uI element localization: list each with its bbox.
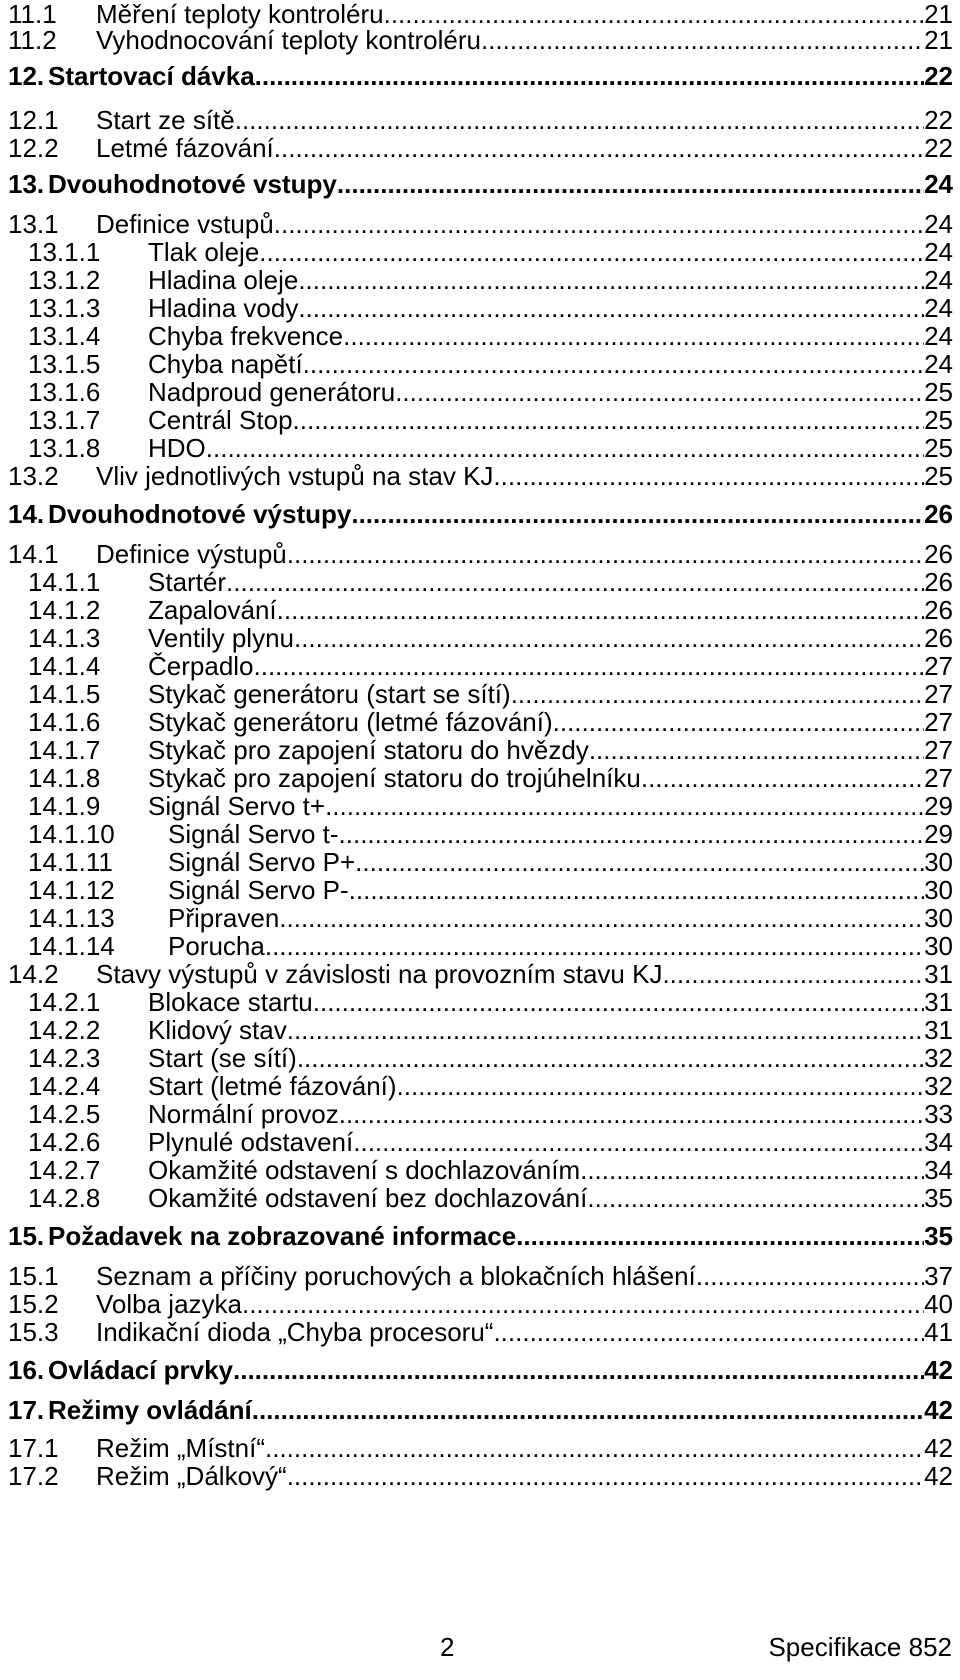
- toc-entry[interactable]: [0, 0, 953, 28]
- toc-entry[interactable]: [0, 1462, 953, 1490]
- toc-entry-number: 15.1: [8, 1261, 59, 1291]
- toc-entry-page: 35: [924, 1183, 953, 1213]
- toc-entry-page: 32: [924, 1043, 953, 1073]
- toc-entry-page: 27: [924, 679, 953, 709]
- toc-leader-dots: [493, 462, 924, 490]
- toc-entry-page: 22: [924, 61, 953, 91]
- toc-leader-dots: [252, 1396, 924, 1424]
- toc-entry-page: 26: [924, 567, 953, 597]
- toc-entry-title: Start (letmé fázování): [148, 1071, 397, 1101]
- toc-entry[interactable]: [0, 792, 953, 820]
- toc-leader-dots: [206, 434, 924, 462]
- toc-entry-title: Stykač pro zapojení statoru do hvězdy: [148, 735, 589, 765]
- toc-leader-dots: [343, 322, 924, 350]
- toc-entry-number: 14.2: [8, 959, 59, 989]
- toc-entry-number: 14.1.11: [28, 847, 113, 877]
- toc-entry-page: 26: [924, 595, 953, 625]
- toc-entry[interactable]: [0, 1290, 953, 1318]
- toc-leader-dots: [662, 960, 924, 988]
- toc-entry-title: Zapalování: [148, 595, 277, 625]
- toc-entry-page: 21: [924, 0, 953, 29]
- toc-entry[interactable]: [0, 1222, 953, 1250]
- toc-entry-title: Startér: [148, 567, 227, 597]
- toc-entry-number: 14.1.9: [28, 791, 101, 821]
- toc-entry-title: Klidový stav: [148, 1015, 287, 1045]
- toc-entry[interactable]: [0, 134, 953, 162]
- toc-entry-title: Okamžité odstavení s dochlazováním: [148, 1155, 581, 1185]
- toc-entry-title: Start (se sítí): [148, 1043, 297, 1073]
- toc-leader-dots: [265, 1434, 924, 1462]
- toc-entry-title: Signál Servo P-: [168, 875, 349, 905]
- toc-entry[interactable]: [0, 1434, 953, 1462]
- toc-entry-number: 14.2.1: [28, 987, 101, 1017]
- toc-entry-title: Dvouhodnotové vstupy: [48, 169, 337, 199]
- toc-leader-dots: [279, 904, 924, 932]
- toc-entry-number: 14.1.10: [28, 819, 115, 849]
- toc-leader-dots: [481, 26, 924, 54]
- toc-entry[interactable]: [0, 1318, 953, 1346]
- toc-entry-page: 34: [924, 1127, 953, 1157]
- toc-leader-dots: [297, 1044, 924, 1072]
- page-number: 2: [440, 1632, 455, 1662]
- toc-entry-title: Letmé fázování: [96, 133, 274, 163]
- toc-entry-title: Nadproud generátoru: [148, 377, 396, 407]
- toc-entry-title: Definice výstupů: [96, 539, 287, 569]
- toc-entry-number: 13.1.1: [28, 237, 101, 267]
- toc-entry[interactable]: [0, 378, 953, 406]
- toc-entry-page: 41: [924, 1317, 953, 1347]
- toc-entry-page: 24: [924, 169, 953, 199]
- toc-entry[interactable]: [0, 500, 953, 528]
- toc-entry-number: 13.1: [8, 209, 59, 239]
- toc-entry-page: 30: [924, 847, 953, 877]
- toc-leader-dots: [265, 932, 924, 960]
- toc-entry[interactable]: [0, 736, 953, 764]
- toc-entry-page: 42: [924, 1433, 953, 1463]
- toc-entry[interactable]: [0, 1128, 953, 1156]
- toc-leader-dots: [325, 792, 924, 820]
- toc-entry-title: Stykač pro zapojení statoru do trojúhelníku: [148, 763, 641, 793]
- toc-entry-number: 11.1: [8, 0, 57, 29]
- toc-entry-number: 17.: [8, 1395, 45, 1425]
- toc-entry[interactable]: [0, 210, 953, 238]
- toc-entry-title: Signál Servo P+: [168, 847, 356, 877]
- toc-entry-number: 14.: [8, 499, 45, 529]
- toc-entry[interactable]: [0, 708, 953, 736]
- toc-leader-dots: [277, 596, 924, 624]
- toc-leader-dots: [294, 624, 924, 652]
- toc-entry-number: 14.1.6: [28, 707, 101, 737]
- toc-entry-number: 13.2: [8, 461, 59, 491]
- toc-entry[interactable]: [0, 652, 953, 680]
- toc-entry-page: 22: [924, 133, 953, 163]
- toc-entry-title: Chyba napětí: [148, 349, 303, 379]
- toc-entry-number: 14.2.7: [28, 1155, 101, 1185]
- toc-entry-title: Porucha: [168, 931, 265, 961]
- toc-leader-dots: [274, 134, 924, 162]
- toc-entry-number: 12.1: [8, 105, 59, 135]
- toc-entry-page: 24: [924, 265, 953, 295]
- toc-leader-dots: [516, 1222, 924, 1250]
- toc-entry-page: 30: [924, 931, 953, 961]
- toc-entry-page: 27: [924, 651, 953, 681]
- toc-entry-number: 13.1.8: [28, 433, 101, 463]
- toc-entry-number: 14.2.3: [28, 1043, 101, 1073]
- toc-leader-dots: [553, 708, 924, 736]
- toc-entry-title: Dvouhodnotové výstupy: [48, 499, 352, 529]
- toc-entry-number: 13.1.5: [28, 349, 101, 379]
- toc-leader-dots: [641, 764, 924, 792]
- toc-entry-title: Hladina vody: [148, 293, 299, 323]
- toc-entry-page: 21: [924, 25, 953, 55]
- toc-entry-number: 13.: [8, 169, 45, 199]
- toc-entry-title: Stykač generátoru (start se sítí): [148, 679, 511, 709]
- toc-entry-page: 30: [924, 875, 953, 905]
- toc-entry-page: 27: [924, 707, 953, 737]
- toc-entry-title: Připraven: [168, 903, 280, 933]
- toc-entry-page: 26: [924, 623, 953, 653]
- toc-leader-dots: [351, 500, 924, 528]
- toc-entry-number: 14.2.4: [28, 1071, 101, 1101]
- toc-entry-number: 14.1: [8, 539, 59, 569]
- toc-entry-number: 13.1.3: [28, 293, 101, 323]
- toc-entry-number: 14.1.1: [28, 567, 101, 597]
- document-name: Specifikace 852: [768, 1632, 952, 1662]
- toc-entry-page: 42: [924, 1395, 953, 1425]
- toc-entry-page: 26: [924, 499, 953, 529]
- toc-entry-title: Tlak oleje: [148, 237, 260, 267]
- toc-entry-page: 24: [924, 321, 953, 351]
- toc-entry-page: 31: [924, 959, 953, 989]
- toc-leader-dots: [355, 848, 924, 876]
- toc-entry-page: 22: [924, 105, 953, 135]
- toc-entry-number: 14.1.5: [28, 679, 101, 709]
- toc-leader-dots: [287, 540, 924, 568]
- toc-leader-dots: [339, 1100, 924, 1128]
- toc-entry[interactable]: [0, 322, 953, 350]
- toc-entry-title: Seznam a příčiny poruchových a blokačních hlášení: [96, 1261, 696, 1291]
- toc-entry-title: Definice vstupů: [96, 209, 274, 239]
- toc-entry-number: 13.1.7: [28, 405, 101, 435]
- toc-entry[interactable]: [0, 1356, 953, 1384]
- toc-entry[interactable]: [0, 568, 953, 596]
- toc-leader-dots: [242, 1290, 924, 1318]
- toc-entry-number: 15.2: [8, 1289, 59, 1319]
- toc-entry-page: 40: [924, 1289, 953, 1319]
- toc-entry-page: 24: [924, 209, 953, 239]
- toc-entry-page: 25: [924, 433, 953, 463]
- toc-leader-dots: [298, 294, 924, 322]
- toc-entry-number: 13.1.4: [28, 321, 101, 351]
- toc-entry[interactable]: [0, 876, 953, 904]
- toc-leader-dots: [580, 1156, 924, 1184]
- toc-entry-page: 29: [924, 819, 953, 849]
- toc-leader-dots: [511, 680, 924, 708]
- toc-entry[interactable]: [0, 62, 953, 90]
- toc-entry-number: 17.1: [8, 1433, 59, 1463]
- toc-entry[interactable]: [0, 624, 953, 652]
- toc-entry[interactable]: [0, 1262, 953, 1290]
- toc-entry-title: Vyhodnocování teploty kontroléru: [96, 25, 481, 55]
- toc-entry-page: 29: [924, 791, 953, 821]
- toc-entry-title: Centrál Stop: [148, 405, 293, 435]
- toc-entry-number: 14.2.5: [28, 1099, 101, 1129]
- toc-entry-page: 30: [924, 903, 953, 933]
- toc-leader-dots: [337, 170, 924, 198]
- toc-entry-number: 14.2.6: [28, 1127, 101, 1157]
- toc-entry[interactable]: [0, 932, 953, 960]
- toc-entry[interactable]: [0, 106, 953, 134]
- toc-entry-title: Režim „Místní“: [96, 1433, 265, 1463]
- toc-entry[interactable]: [0, 1100, 953, 1128]
- toc-entry-page: 32: [924, 1071, 953, 1101]
- toc-entry-page: 24: [924, 237, 953, 267]
- toc-entry-number: 15.3: [8, 1317, 59, 1347]
- toc-leader-dots: [313, 988, 924, 1016]
- toc-entry[interactable]: [0, 904, 953, 932]
- toc-entry-page: 24: [924, 349, 953, 379]
- toc-entry-title: Startovací dávka: [48, 61, 255, 91]
- toc-leader-dots: [493, 1318, 924, 1346]
- toc-entry-number: 14.1.14: [28, 931, 115, 961]
- toc-entry-number: 17.2: [8, 1461, 59, 1491]
- toc-leader-dots: [303, 350, 924, 378]
- toc-entry-title: Okamžité odstavení bez dochlazování: [148, 1183, 588, 1213]
- toc-entry[interactable]: [0, 1396, 953, 1424]
- toc-entry-title: Vliv jednotlivých vstupů na stav KJ: [96, 461, 494, 491]
- toc-entry-page: 24: [924, 293, 953, 323]
- toc-entry[interactable]: [0, 462, 953, 490]
- toc-entry-title: Stavy výstupů v závislosti na provozním stavu KJ: [96, 959, 663, 989]
- toc-entry-number: 14.1.8: [28, 763, 101, 793]
- toc-entry-title: Ventily plynu: [148, 623, 294, 653]
- toc-leader-dots: [587, 1184, 924, 1212]
- toc-entry-number: 15.: [8, 1221, 45, 1251]
- toc-entry[interactable]: [0, 1016, 953, 1044]
- toc-entry-title: Chyba frekvence: [148, 321, 344, 351]
- toc-entry-page: 27: [924, 763, 953, 793]
- toc-leader-dots: [353, 1128, 924, 1156]
- toc-leader-dots: [233, 1356, 924, 1384]
- toc-entry-title: Blokace startu: [148, 987, 313, 1017]
- toc-entry-title: Požadavek na zobrazované informace: [48, 1221, 517, 1251]
- toc-leader-dots: [589, 736, 924, 764]
- toc-leader-dots: [349, 876, 924, 904]
- toc-entry-title: Hladina oleje: [148, 265, 299, 295]
- toc-entry[interactable]: [0, 1184, 953, 1212]
- toc-entry-page: 31: [924, 987, 953, 1017]
- toc-leader-dots: [395, 378, 924, 406]
- toc-entry[interactable]: [0, 1072, 953, 1100]
- toc-leader-dots: [298, 266, 924, 294]
- toc-entry-number: 16.: [8, 1355, 45, 1385]
- toc-entry-page: 25: [924, 377, 953, 407]
- toc-entry-title: Měření teploty kontroléru: [96, 0, 384, 29]
- toc-entry-number: 11.2: [8, 25, 57, 55]
- toc-entry[interactable]: [0, 350, 953, 378]
- toc-entry[interactable]: [0, 406, 953, 434]
- toc-entry[interactable]: [0, 294, 953, 322]
- toc-entry[interactable]: [0, 1156, 953, 1184]
- toc-entry[interactable]: [0, 266, 953, 294]
- toc-entry-page: 25: [924, 405, 953, 435]
- toc-leader-dots: [274, 210, 924, 238]
- toc-entry[interactable]: [0, 170, 953, 198]
- toc-entry-number: 14.2.2: [28, 1015, 101, 1045]
- toc-entry-number: 12.2: [8, 133, 59, 163]
- toc-entry-title: Volba jazyka: [96, 1289, 242, 1319]
- toc-entry-number: 13.1.6: [28, 377, 101, 407]
- toc-entry-number: 14.1.7: [28, 735, 101, 765]
- toc-leader-dots: [254, 652, 925, 680]
- toc-entry-title: Režimy ovládání: [48, 1395, 252, 1425]
- toc-entry-number: 13.1.2: [28, 265, 101, 295]
- toc-leader-dots: [226, 568, 924, 596]
- page-footer: [0, 1632, 960, 1666]
- toc-entry-number: 14.1.13: [28, 903, 115, 933]
- toc-entry-title: Plynulé odstavení: [148, 1127, 354, 1157]
- toc-entry[interactable]: [0, 26, 953, 54]
- toc-entry-page: 34: [924, 1155, 953, 1185]
- toc-leader-dots: [293, 406, 925, 434]
- toc-entry-page: 37: [924, 1261, 953, 1291]
- toc-entry-page: 31: [924, 1015, 953, 1045]
- toc-entry[interactable]: [0, 960, 953, 988]
- toc-entry-number: 14.2.8: [28, 1183, 101, 1213]
- toc-entry-page: 25: [924, 461, 953, 491]
- toc-leader-dots: [397, 1072, 925, 1100]
- toc-entry-page: 26: [924, 539, 953, 569]
- toc-entry[interactable]: [0, 540, 953, 568]
- toc-entry-title: Indikační dioda „Chyba procesoru“: [96, 1317, 494, 1347]
- toc-entry-title: Start ze sítě: [96, 105, 235, 135]
- toc-leader-dots: [255, 62, 924, 90]
- toc-entry-number: 14.1.12: [28, 875, 115, 905]
- toc-leader-dots: [339, 820, 925, 848]
- toc-entry[interactable]: [0, 238, 953, 266]
- toc-entry-page: 27: [924, 735, 953, 765]
- toc-leader-dots: [235, 106, 924, 134]
- toc-entry-title: HDO: [148, 433, 206, 463]
- toc-entry[interactable]: [0, 596, 953, 624]
- toc-entry-page: 42: [924, 1355, 953, 1385]
- toc-leader-dots: [259, 238, 924, 266]
- toc-entry-title: Stykač generátoru (letmé fázování): [148, 707, 553, 737]
- toc-entry-number: 14.1.4: [28, 651, 101, 681]
- toc-entry[interactable]: [0, 680, 953, 708]
- toc-entry-page: 35: [924, 1221, 953, 1251]
- toc-entry-title: Čerpadlo: [148, 651, 254, 681]
- toc-entry-page: 42: [924, 1461, 953, 1491]
- toc-entry-title: Normální provoz: [148, 1099, 339, 1129]
- toc-entry-number: 14.1.2: [28, 595, 101, 625]
- toc-entry[interactable]: [0, 764, 953, 792]
- toc-leader-dots: [384, 0, 924, 28]
- toc-leader-dots: [287, 1016, 924, 1044]
- toc-entry[interactable]: [0, 988, 953, 1016]
- toc-entry[interactable]: [0, 1044, 953, 1072]
- toc-entry-title: Režim „Dálkový“: [96, 1461, 287, 1491]
- toc-entry-title: Ovládací prvky: [48, 1355, 233, 1385]
- toc-entry-number: 12.: [8, 61, 45, 91]
- toc-entry-page: 33: [924, 1099, 953, 1129]
- toc-leader-dots: [696, 1262, 924, 1290]
- toc-entry[interactable]: [0, 820, 953, 848]
- toc-leader-dots: [287, 1462, 924, 1490]
- toc-entry-title: Signál Servo t+: [148, 791, 326, 821]
- toc-entry-number: 14.1.3: [28, 623, 101, 653]
- toc-entry[interactable]: [0, 434, 953, 462]
- toc-entry[interactable]: [0, 848, 953, 876]
- toc-entry-title: Signál Servo t-: [168, 819, 339, 849]
